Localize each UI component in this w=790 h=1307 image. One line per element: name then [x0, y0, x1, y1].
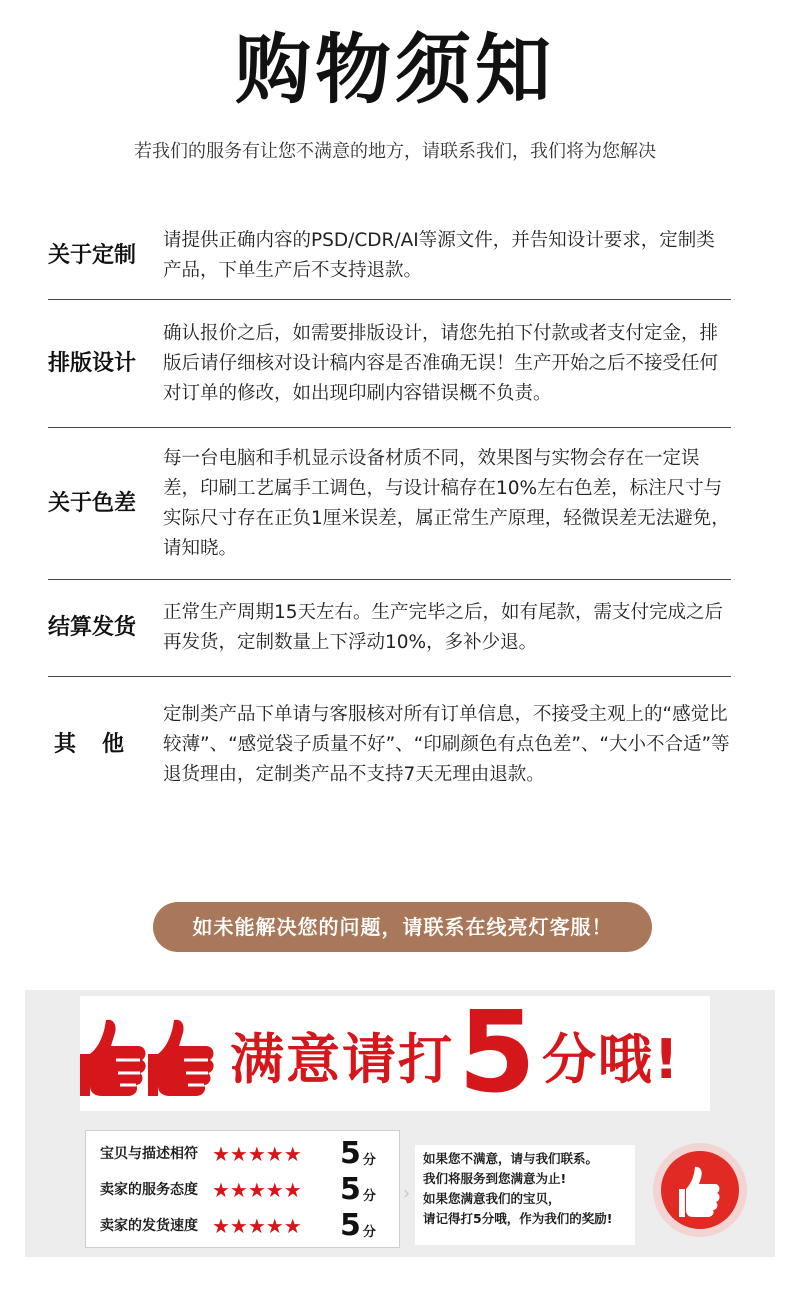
slogan — [230, 988, 681, 1119]
rule-text: 确认报价之后，如需要排版设计，请您先拍下付款或者支付定金，排版后请仔细核对设计稿内容是否准确无误！生产开始之后不接受任何对订单的修改，如出现印刷内容错误概不负责。 — [163, 322, 719, 404]
star-icon: ★★★★★ — [212, 1214, 302, 1238]
rating-label: 宝贝与描述相符 — [100, 1146, 198, 1162]
slogan-before: 满意请打 — [230, 1028, 454, 1091]
rating-row — [100, 1172, 376, 1207]
rule-text: 请提供正确内容的PSD/CDR/AI等源文件，并告知设计要求，定制类产品，下单生产后不支持退款。 — [163, 229, 715, 281]
thumbs-up-icon — [80, 1016, 150, 1096]
rule-label: 关于定制 — [48, 242, 137, 268]
message-panel — [415, 1145, 745, 1245]
rules-list — [48, 212, 731, 812]
slogan-number: 5 — [458, 988, 538, 1119]
rule-label: 结算发货 — [48, 615, 137, 640]
rule-text: 定制类产品下单请与客服核对所有订单信息，不接受主观上的“感觉比较薄”、“感觉袋子质量不好”、“印刷颜色有点色差”、“大小不合适”等退货理由，定制类产品不支持7天无理由退款。 — [163, 703, 730, 785]
page-subtitle: 若我们的服务有让您不满意的地方，请联系我们，我们将为您解决 — [134, 141, 656, 162]
rating-row — [100, 1136, 376, 1171]
rating-score: 5 — [340, 1208, 361, 1243]
rating-label: 卖家的发货速度 — [100, 1218, 198, 1234]
contact-service-banner[interactable]: 如未能解决您的问题，请联系在线亮灯客服！ — [153, 902, 652, 952]
rule-text: 正常生产周期15天左右。生产完毕之后，如有尾款，需支付完成之后再发货，定制数量上下浮动10%，多补少退。 — [163, 602, 724, 653]
rating-unit: 分 — [362, 1152, 376, 1168]
rule-label: 其他 — [54, 731, 151, 757]
page-title: 购物须知 — [235, 25, 555, 114]
message-line: 请记得打5分哦，作为我们的奖励! — [423, 1211, 613, 1226]
thumbs-up-badge — [661, 1151, 739, 1229]
star-icon: ★★★★★ — [212, 1142, 302, 1166]
rule-item — [48, 428, 731, 580]
rule-item — [48, 300, 731, 428]
rule-label: 排版设计 — [48, 350, 137, 376]
rating-label: 卖家的服务态度 — [100, 1182, 198, 1198]
rating-score: 5 — [340, 1136, 361, 1171]
rating-score: 5 — [340, 1172, 361, 1207]
message-line: 我们将服务到您满意为止! — [423, 1171, 567, 1186]
slogan-after: 分哦! — [541, 1028, 681, 1091]
chevron-right-icon: › — [403, 1183, 411, 1204]
slogan-panel — [80, 988, 710, 1119]
rating-unit: 分 — [362, 1188, 376, 1204]
rule-text: 每一台电脑和手机显示设备材质不同，效果图与实物会存在一定误差，印刷工艺属手工调色，与设计稿存在10%左右色差，标注尺寸与实际尺寸存在正负1厘米误差，属正常生产原理，轻微误差无法避免，请知晓。 — [163, 447, 730, 559]
rule-item — [48, 580, 731, 677]
message-line: 如果您满意我们的宝贝， — [423, 1191, 561, 1206]
rating-banner — [25, 990, 775, 1257]
rating-row — [100, 1208, 376, 1243]
rule-label: 关于色差 — [48, 490, 137, 516]
rule-item — [48, 212, 731, 300]
star-icon: ★★★★★ — [212, 1178, 302, 1202]
rule-item — [48, 677, 731, 812]
ratings-card — [85, 1130, 400, 1248]
thumbs-up-icon — [148, 1016, 218, 1096]
message-line: 如果您不满意，请与我们联系。 — [423, 1151, 599, 1166]
thumbs-up-icon — [661, 1151, 739, 1229]
rating-unit: 分 — [362, 1224, 376, 1240]
